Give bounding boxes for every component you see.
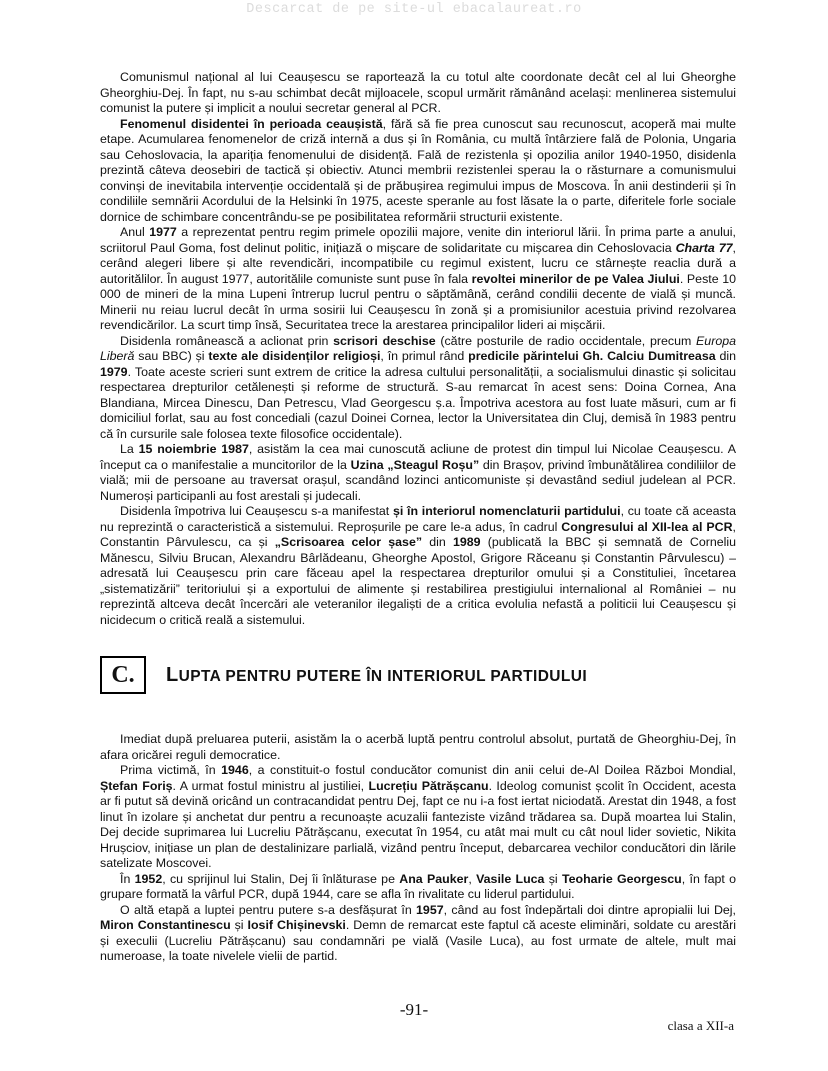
section-heading [100, 656, 736, 694]
paragraph-power-struggle: Imediat după preluarea puterii, asistăm la o acerbă luptă pentru controlul absolut, purtată de Gheorghiu-Dej, în afara oricărei reguli democratice. [100, 732, 736, 762]
paragraph-intro: Comunismul național al lui Ceaușescu se raportează la cu totul alte coordonate decât cel al lui Gheorghe Gheorghiu-Dej. În fapt, nu s-au schimbat decât mijloacele, scopul urmărit rămânând același: menlinerea sistemului comunist la putere și implicit a noului secretar general al PCR. [100, 70, 736, 115]
paragraph-first-victim: Prima victimă, în 1946, a constituit-o fostul conducător comunist din anii celui de-Al Doilea Război Mondial, Ștefan Foriș. A urmat fostul ministru al justiliei, Lucrețiu Pătrășcanu. Ideolog comunist școlit în Occident, acesta ar fi putut să devină oricând un contracandidat pentru Dej, fapt ce nu i-a fost iertat niciodată. Arestat din 1948, a fost linut în izolare și anchetat dur pentru a recunoaște acuzalii fanteziste vizând trădarea sa. După moartea lui Stalin, Dej decide suprimarea lui Lucreliu Pătrășcanu, executat în 1954, cu atât mai mult cu cât noul lider sovietic, Nikita Hrușciov, inițiase un plan de destalinizare parlială, vizând pentru început, debarcarea vechilor conducători din lările satelizate Moscovei. [100, 763, 737, 870]
paragraph-1977: Anul 1977 a reprezentat pentru regim primele opozilii majore, venite din interiorul lării. În prima parte a anului, scriitorul Paul Goma, fost delinut politic, inițiază o mișcare de solidaritate cu mișcarea din Cehoslovacia Charta 77, cerând alegeri libere și alte revendicări, incompatibile cu regimul existent, lucru ce stârnește reaclia dură a autoritălilor. În august 1977, autoritălile comuniste sunt puse în fala revoltei minerilor de pe Valea Jiului. Peste 10 000 de mineri de la mina Lupeni întrerup lucrul pentru o săptămână, cerând condilii decente de vială și muncă. Minerii nu reiau lucrul decât în urma sosirii lui Ceaușescu în zonă și a promisiunilor acestuia privind rezolvarea revendicărilor. La scurt timp însă, Securitatea trece la arestarea principalilor lideri ai mișcării. [100, 225, 736, 332]
section-letter-box: C. [100, 656, 146, 694]
paragraph-1957: O altă etapă a luptei pentru putere s-a desfășurat în 1957, când au fost îndepărtali doi dintre apropialii lui Dej, Miron Constantinescu și Iosif Chișinevski. Demn de remarcat este faptul că aceste eliminări, soldate cu arestări și execulii (Lucreliu Pătrășcanu) sau condamnări pe vială (Vasile Luca), au fost urmate de altele, mult mai numeroase, la toate nivelele vielii de partid. [100, 902, 736, 963]
paragraph-dissidence: Fenomenul disidentei în perioada ceaușistă, fără să fie prea cunoscut sau recunoscut, acoperă mai multe etape. Acumularea fenomenelor de criză internă a dus și în România, cu multă întârziere falǎ de Polonia, Ungaria sau Cehoslovacia, la apariția fenomenului de disidență. Falǎ de rezistenla și opozilia anilor 1940-1950, disidenla prezintă câteva deosebiri de tactică și obiectiv. Atunci membrii rezistenlei sperau la o răsturnare a comunismului convinși de inevitabila intervenție occidentală și de prăbușirea regimului impus de Moscova. În anii destinderii și în condiliile semnării Acordului de la Helsinki în 1975, aceste speranle au fost lăsate la o parte, diferitele forle sociale dornice de schimbare concentrându-se pe posibilitatea reformării structurii existente. [100, 116, 737, 224]
paragraph-nomenclature: Disidenla împotriva lui Ceaușescu s-a manifestat și în interiorul nomenclaturii partidului, cu toate că aceasta nu reprezintă o caracteristică a sistemului. Reproșurile pe care le-a adus, în cadrul Congresului al XII-lea al PCR, Constantin Pârvulescu, ca și „Scrisoarea celor șase” din 1989 (publicată la BBC și semnată de Corneliu Mănescu, Silviu Brucan, Alexandru Bârlădeanu, Gheorghe Apostol, Grigore Răceanu și Constantin Pârvulescu) – adresată lui Ceaușescu prin care făceau apel la respectarea drepturilor omului și a Constituliei, încetarea „sistematizării” teritoriului și a exportului de alimente și restabilirea prestigiului internalional al României – nu reprezintă altceva decât încercări ale veteranilor ilegaliști de a critica evolulia nefastă a politicii lui Ceaușescu și nicidecum o critică reală a sistemului. [100, 504, 737, 627]
document-body [100, 70, 736, 965]
watermark: Descarcat de pe site-ul ebacalaureat.ro [246, 2, 582, 17]
page-number: -91- [399, 1000, 429, 1019]
paragraph-open-letters: Disidenla românească a aclionat prin scrisori deschise (către posturile de radio occidentale, precum Europa Liberă sau BBC) și texte ale disidenților religioși, în primul rând predicile părintelui Gh. Calciu Dumitreasa din 1979. Toate aceste scrieri sunt extrem de critice la adresa cultului personalității, a socialismului dinastic și solicitau respectarea drepturilor cetălenești și reforme de structură. S-au remarcat în acest sens: Doina Cornea, Ana Blandiana, Mircea Dinescu, Dan Petrescu, Vlad Georgescu ș.a. Împotriva acestora au fost luate măsuri, cum ar fi domiciliul forlat, sau au fost concediali (cazul Doinei Cornea, lector la Universitatea din Cluj, demisă în 1983 pentru că în cursurile sale folosea texte filosofice occidentale). [100, 333, 737, 441]
footer-class-label: clasa a XII-a [667, 1018, 734, 1033]
paragraph-1952: În 1952, cu sprijinul lui Stalin, Dej îi înlăturase pe Ana Pauker, Vasile Luca și Teoharie Georgescu, în fapt o grupare formată la vârful PCR, după 1944, care se afla în rivalitate cu liderul partidului. [100, 871, 736, 901]
section-title: LUPTA PENTRU PUTERE ÎN INTERIORUL PARTIDULUI [166, 663, 588, 686]
paragraph-brasov-1987: La 15 noiembrie 1987, asistăm la cea mai cunoscută acliune de protest din timpul lui Nicolae Ceaușescu. A început ca o manifestalie a muncitorilor de la Uzina „Steagul Roșu” din Brașov, privind îmbunătălirea condiliilor de vială; mii de persoane au traversat orașul, scandând lozinci anticomuniste și devastând sediul judelean al PCR. Numeroși participanli au fost arestali și judecali. [100, 442, 736, 503]
